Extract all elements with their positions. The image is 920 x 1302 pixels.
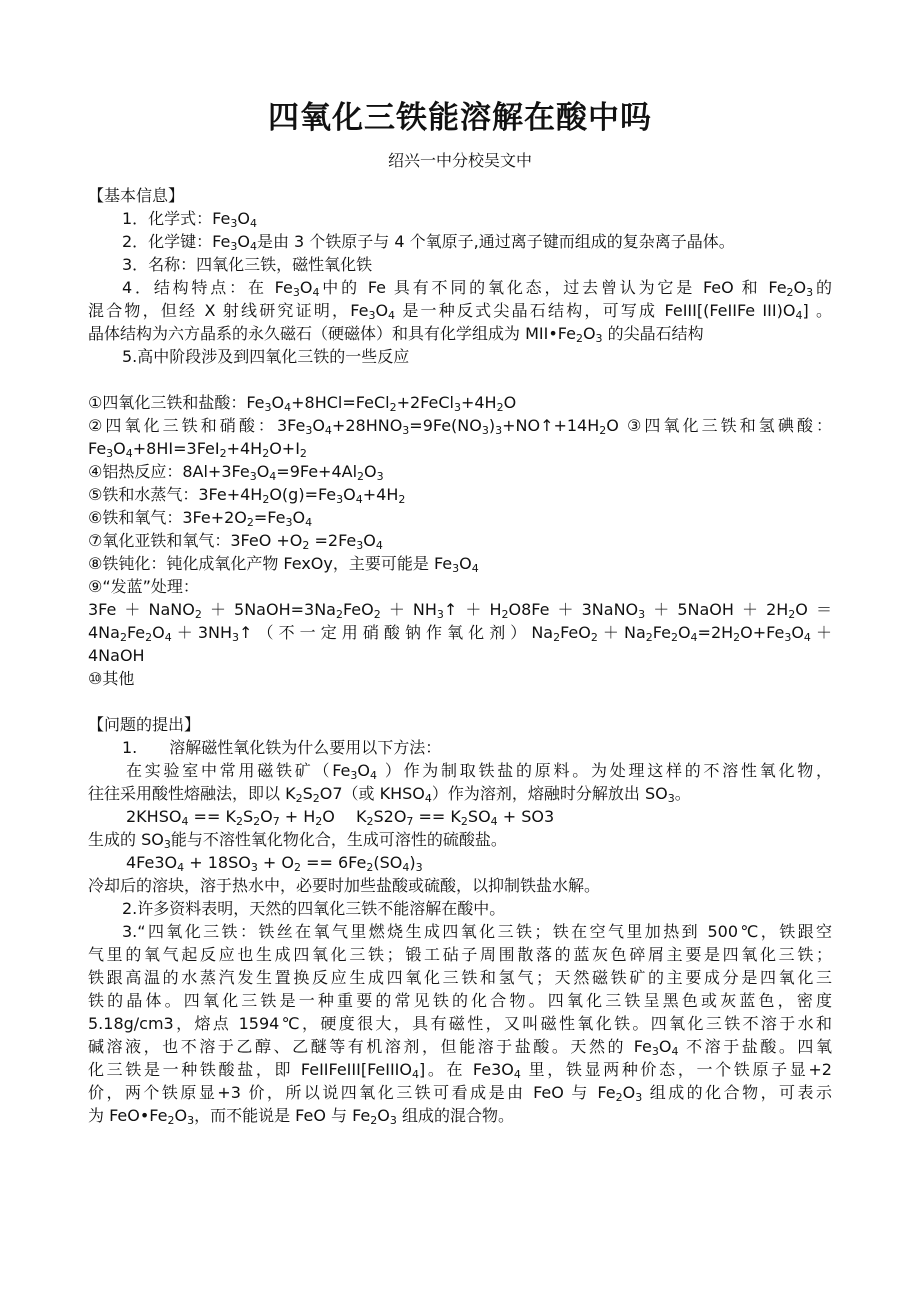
text-line: 在实验室中常用磁铁矿（$Fe_3O_4$ ）作为制取铁盐的原料。为处理这样的不溶性氧化物，: [126, 761, 832, 782]
text-line: 化三铁是一种铁酸盐，即 FeIIFeIII[FeIIIO$_4$]。在 $Fe3O_4$ 里，铁显两种价态，一个铁原子显+2: [88, 1060, 832, 1081]
text-line: 为 $FeO•Fe_2O_3$，而不能说是 FeO 与 $Fe_2O_3$ 组成的混合物。: [88, 1106, 514, 1127]
text-line: 生成的 $SO_3$能与不溶性氧化物化合，生成可溶性的硫酸盐。: [88, 830, 507, 851]
text-line: 3．名称：四氧化三铁，磁性氧化铁: [122, 255, 373, 274]
text-line: 4．结构特点：在 $Fe_3O_4$中的 Fe 具有不同的氧化态，过去曾认为它是 FeO 和 $Fe_2O_3$的: [122, 278, 832, 299]
text-line: ⑨“发蓝”处理：: [88, 577, 199, 596]
text-line: ②四氧化三铁和硝酸：$3Fe_3O_4+28HNO_3=9Fe(NO_3)_3+NO↑+14H_2O$ ③四氧化三铁和氢碘酸：: [88, 416, 832, 437]
text-line: 气里的氧气起反应也生成四氧化三铁；锻工砧子周围散落的蓝灰色碎屑主要是四氧化三铁；: [88, 945, 832, 964]
text-line: 2.许多资料表明，天然的四氧化三铁不能溶解在酸中。: [122, 899, 506, 918]
text-line: $3Fe+NaNO_2+5NaOH=3Na_2FeO_2+NH_3↑+H_2O8Fe+3NaNO_3+5NaOH+2H_2O=$: [88, 600, 832, 621]
text-line: 5.高中阶段涉及到四氧化三铁的一些反应: [122, 347, 410, 366]
text-line: 冷却后的溶块，溶于热水中，必要时加些盐酸或硫酸，以抑制铁盐水解。: [88, 876, 601, 895]
section-heading: 【基本信息】: [88, 186, 185, 205]
text-line: ⑦氧化亚铁和氧气：$3FeO +O_2 =2Fe_3O_4$: [88, 531, 383, 552]
blank-line: [88, 368, 832, 391]
document-title: 四氧化三铁能溶解在酸中吗: [268, 100, 652, 136]
text-line: $2KHSO_4 == K_2S_2O_7 + H_2O$ $K_2S2O_7 == K_2SO_4 + SO3$: [126, 807, 555, 828]
section-heading: 【问题的提出】: [88, 715, 201, 734]
text-line: ⑧铁钝化：钝化成氧化产物 FexOy，主要可能是 $Fe_3O_4$: [88, 554, 479, 575]
document-body: [88, 184, 832, 1127]
text-line: 铁的晶体。四氧化三铁是一种重要的常见铁的化合物。四氧化三铁呈黑色或灰蓝色，密度: [88, 991, 832, 1010]
text-line: $4Na_2Fe_2O_4+3NH_3↑$（不一定用硝酸钠作氧化剂）$Na_2FeO_2+Na_2Fe_2O_4=2H_2O+Fe_3O_4+$: [88, 623, 832, 644]
blank-line: [88, 690, 832, 713]
text-line: ④铝热反应：$8Al+3Fe_3O_4=9Fe+4Al_2O_3$: [88, 462, 384, 483]
text-line: ①四氧化三铁和盐酸：$Fe_3O_4+8HCl=FeCl_2+2FeCl_3+4H_2O$: [88, 393, 517, 414]
text-line: 晶体结构为六方晶系的永久磁石（硬磁体）和具有化学组成为 $MII•Fe_2O_3$ 的尖晶石结构: [88, 324, 704, 345]
text-line: 往往采用酸性熔融法，即以 $K_2S_2O7$（或 $KHSO_4$）作为溶剂，熔融时分解放出 $SO_3$。: [88, 784, 691, 805]
text-line: ⑤铁和水蒸气：$3Fe+4H_2O(g)=Fe_3O_4+4H_2$: [88, 485, 406, 506]
text-line: 4NaOH: [88, 646, 145, 665]
text-line: 3.“四氧化三铁：铁丝在氧气里燃烧生成四氧化三铁；铁在空气里加热到 500℃，铁跟空: [122, 922, 832, 941]
author-line: 绍兴一中分校吴文中: [387, 151, 532, 170]
text-line: $Fe_3O_4+8HI=3FeI_2+4H_2O+I_2$: [88, 439, 307, 460]
text-line: 价，两个铁原显+3 价，所以说四氧化三铁可看成是由 FeO 与 $Fe_2O_3$ 组成的化合物，可表示: [88, 1083, 832, 1104]
text-line: ⑩其他: [88, 669, 135, 688]
text-line: 碱溶液，也不溶于乙醇、乙醚等有机溶剂，但能溶于盐酸。天然的 $Fe_3O_4$ 不溶于盐酸。四氧: [88, 1037, 832, 1058]
text-line: 铁跟高温的水蒸汽发生置换反应生成四氧化三铁和氢气；天然磁铁矿的主要成分是四氧化三: [88, 968, 832, 987]
text-line: 5.18g/cm3，熔点 1594℃，硬度很大，具有磁性，又叫磁性氧化铁。四氧化三铁不溶于水和: [88, 1014, 832, 1033]
text-line: 1．化学式：$Fe_3O_4$: [122, 209, 257, 230]
text-line: 2．化学键：$Fe_3O_4$是由 3 个铁原子与 4 个氧原子,通过离子键而组成的复杂离子晶体。: [122, 232, 735, 253]
text-line: $4Fe3O_4 + 18SO_3 + O_2 == 6Fe_2(SO_4)_3$: [126, 853, 423, 874]
text-line: ⑥铁和氧气：$3Fe+2O_2=Fe_3O_4$: [88, 508, 313, 529]
text-line: 混合物，但经 X 射线研究证明，$Fe_3O_4$ 是一种反式尖晶石结构，可写成 FeIII[(FeIIFe $III)O_4$] 。: [88, 301, 832, 322]
text-line: 1. 溶解磁性氧化铁为什么要用以下方法：: [122, 738, 442, 757]
